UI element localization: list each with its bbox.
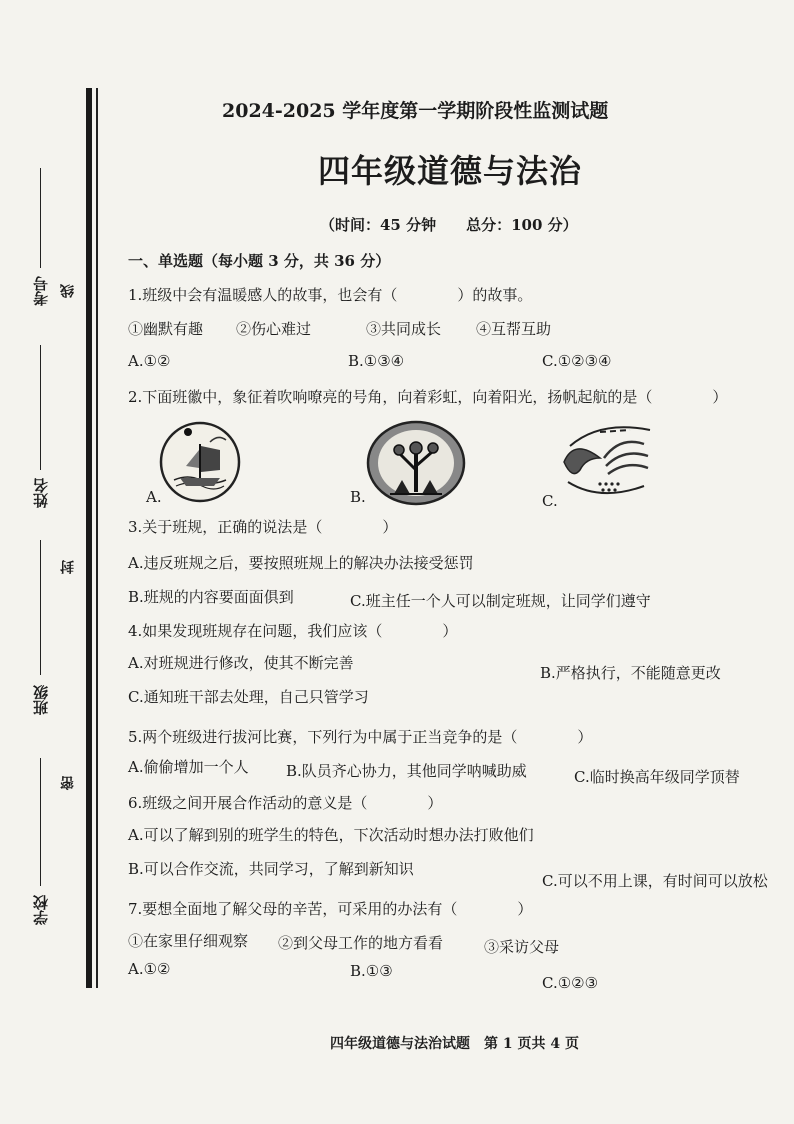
page-footer: 四年级道德与法治试题 第 1 页共 4 页 bbox=[330, 1036, 579, 1052]
q4-option-b: B.严格执行，不能随意更改 bbox=[540, 664, 721, 682]
q3-option-c: C.班主任一个人可以制定班规，让同学们遵守 bbox=[350, 592, 651, 610]
q1-option-a: A.①② bbox=[128, 352, 171, 370]
exam-title: 2024-2025 学年度第一学期阶段性监测试题 bbox=[222, 100, 609, 122]
q7-option-c: C.①②③ bbox=[542, 974, 599, 992]
q1-item-1: ①幽默有趣 bbox=[128, 320, 204, 338]
question-6-stem: 6.班级之间开展合作活动的意义是（ ） bbox=[128, 794, 443, 812]
q7-option-a: A.①② bbox=[128, 960, 171, 978]
binding-rule-thick bbox=[86, 88, 92, 988]
blank-school bbox=[40, 758, 41, 886]
tree-emblem bbox=[366, 420, 466, 506]
q7-item-1: ①在家里仔细观察 bbox=[128, 932, 249, 950]
subject-title: 四年级道德与法治 bbox=[318, 152, 583, 190]
q5-option-a: A.偷偷增加一个人 bbox=[128, 758, 249, 776]
label-name: 姓名 bbox=[32, 478, 50, 508]
seal-seal: 封 bbox=[60, 560, 76, 574]
question-4-stem: 4.如果发现班规存在问题，我们应该（ ） bbox=[128, 622, 458, 640]
label-school: 学校 bbox=[32, 895, 50, 925]
q2-option-c: C. bbox=[542, 492, 558, 510]
q1-option-b: B.①③④ bbox=[348, 352, 405, 370]
q6-option-c: C.可以不用上课，有时间可以放松 bbox=[542, 872, 768, 890]
q4-option-a: A.对班规进行修改，使其不断完善 bbox=[128, 654, 354, 672]
q2-option-a: A. bbox=[146, 488, 162, 506]
question-2-stem: 2.下面班徽中，象征着吹响嘹亮的号角，向着彩虹，向着阳光，扬帆起航的是（ ） bbox=[128, 388, 728, 406]
seal-line: 线 bbox=[60, 284, 76, 298]
seal-secret: 密 bbox=[60, 776, 76, 790]
label-exam-number: 考号 bbox=[32, 276, 50, 306]
section-title: 一、单选题（每小题 3 分，共 36 分） bbox=[128, 252, 391, 270]
q1-item-3: ③共同成长 bbox=[366, 320, 442, 338]
blank-class bbox=[40, 540, 41, 675]
question-7-stem: 7.要想全面地了解父母的辛苦，可采用的办法有（ ） bbox=[128, 900, 533, 918]
q7-item-3: ③采访父母 bbox=[484, 938, 560, 956]
q3-option-a: A.违反班规之后，要按照班规上的解决办法接受惩罚 bbox=[128, 554, 474, 572]
q3-option-b: B.班规的内容要面面俱到 bbox=[128, 588, 294, 606]
q6-option-b: B.可以合作交流，共同学习，了解到新知识 bbox=[128, 860, 414, 878]
q5-option-c: C.临时换高年级同学顶替 bbox=[574, 768, 740, 786]
label-class: 班级 bbox=[32, 685, 50, 715]
blank-name bbox=[40, 345, 41, 470]
q5-option-b: B.队员齐心协力，其他同学呐喊助威 bbox=[286, 762, 527, 780]
q4-option-c: C.通知班干部去处理，自己只管学习 bbox=[128, 688, 369, 706]
question-3-stem: 3.关于班规，正确的说法是（ ） bbox=[128, 518, 398, 536]
ship-emblem bbox=[158, 420, 242, 504]
time-info: （时间：45 分钟 总分：100 分） bbox=[320, 216, 578, 234]
q2-option-b: B. bbox=[350, 488, 366, 506]
q1-item-4: ④互帮互助 bbox=[476, 320, 552, 338]
q1-option-c: C.①②③④ bbox=[542, 352, 612, 370]
q7-item-2: ②到父母工作的地方看看 bbox=[278, 934, 444, 952]
q7-option-b: B.①③ bbox=[350, 962, 393, 980]
q1-item-2: ②伤心难过 bbox=[236, 320, 312, 338]
blank-exam-number bbox=[40, 168, 41, 268]
question-5-stem: 5.两个班级进行拔河比赛，下列行为中属于正当竞争的是（ ） bbox=[128, 728, 593, 746]
binding-rule-thin bbox=[96, 88, 98, 988]
q6-option-a: A.可以了解到别的班学生的特色，下次活动时想办法打败他们 bbox=[128, 826, 534, 844]
question-1-stem: 1.班级中会有温暖感人的故事，也会有（ ）的故事。 bbox=[128, 286, 533, 304]
rainbow-emblem bbox=[560, 418, 660, 502]
